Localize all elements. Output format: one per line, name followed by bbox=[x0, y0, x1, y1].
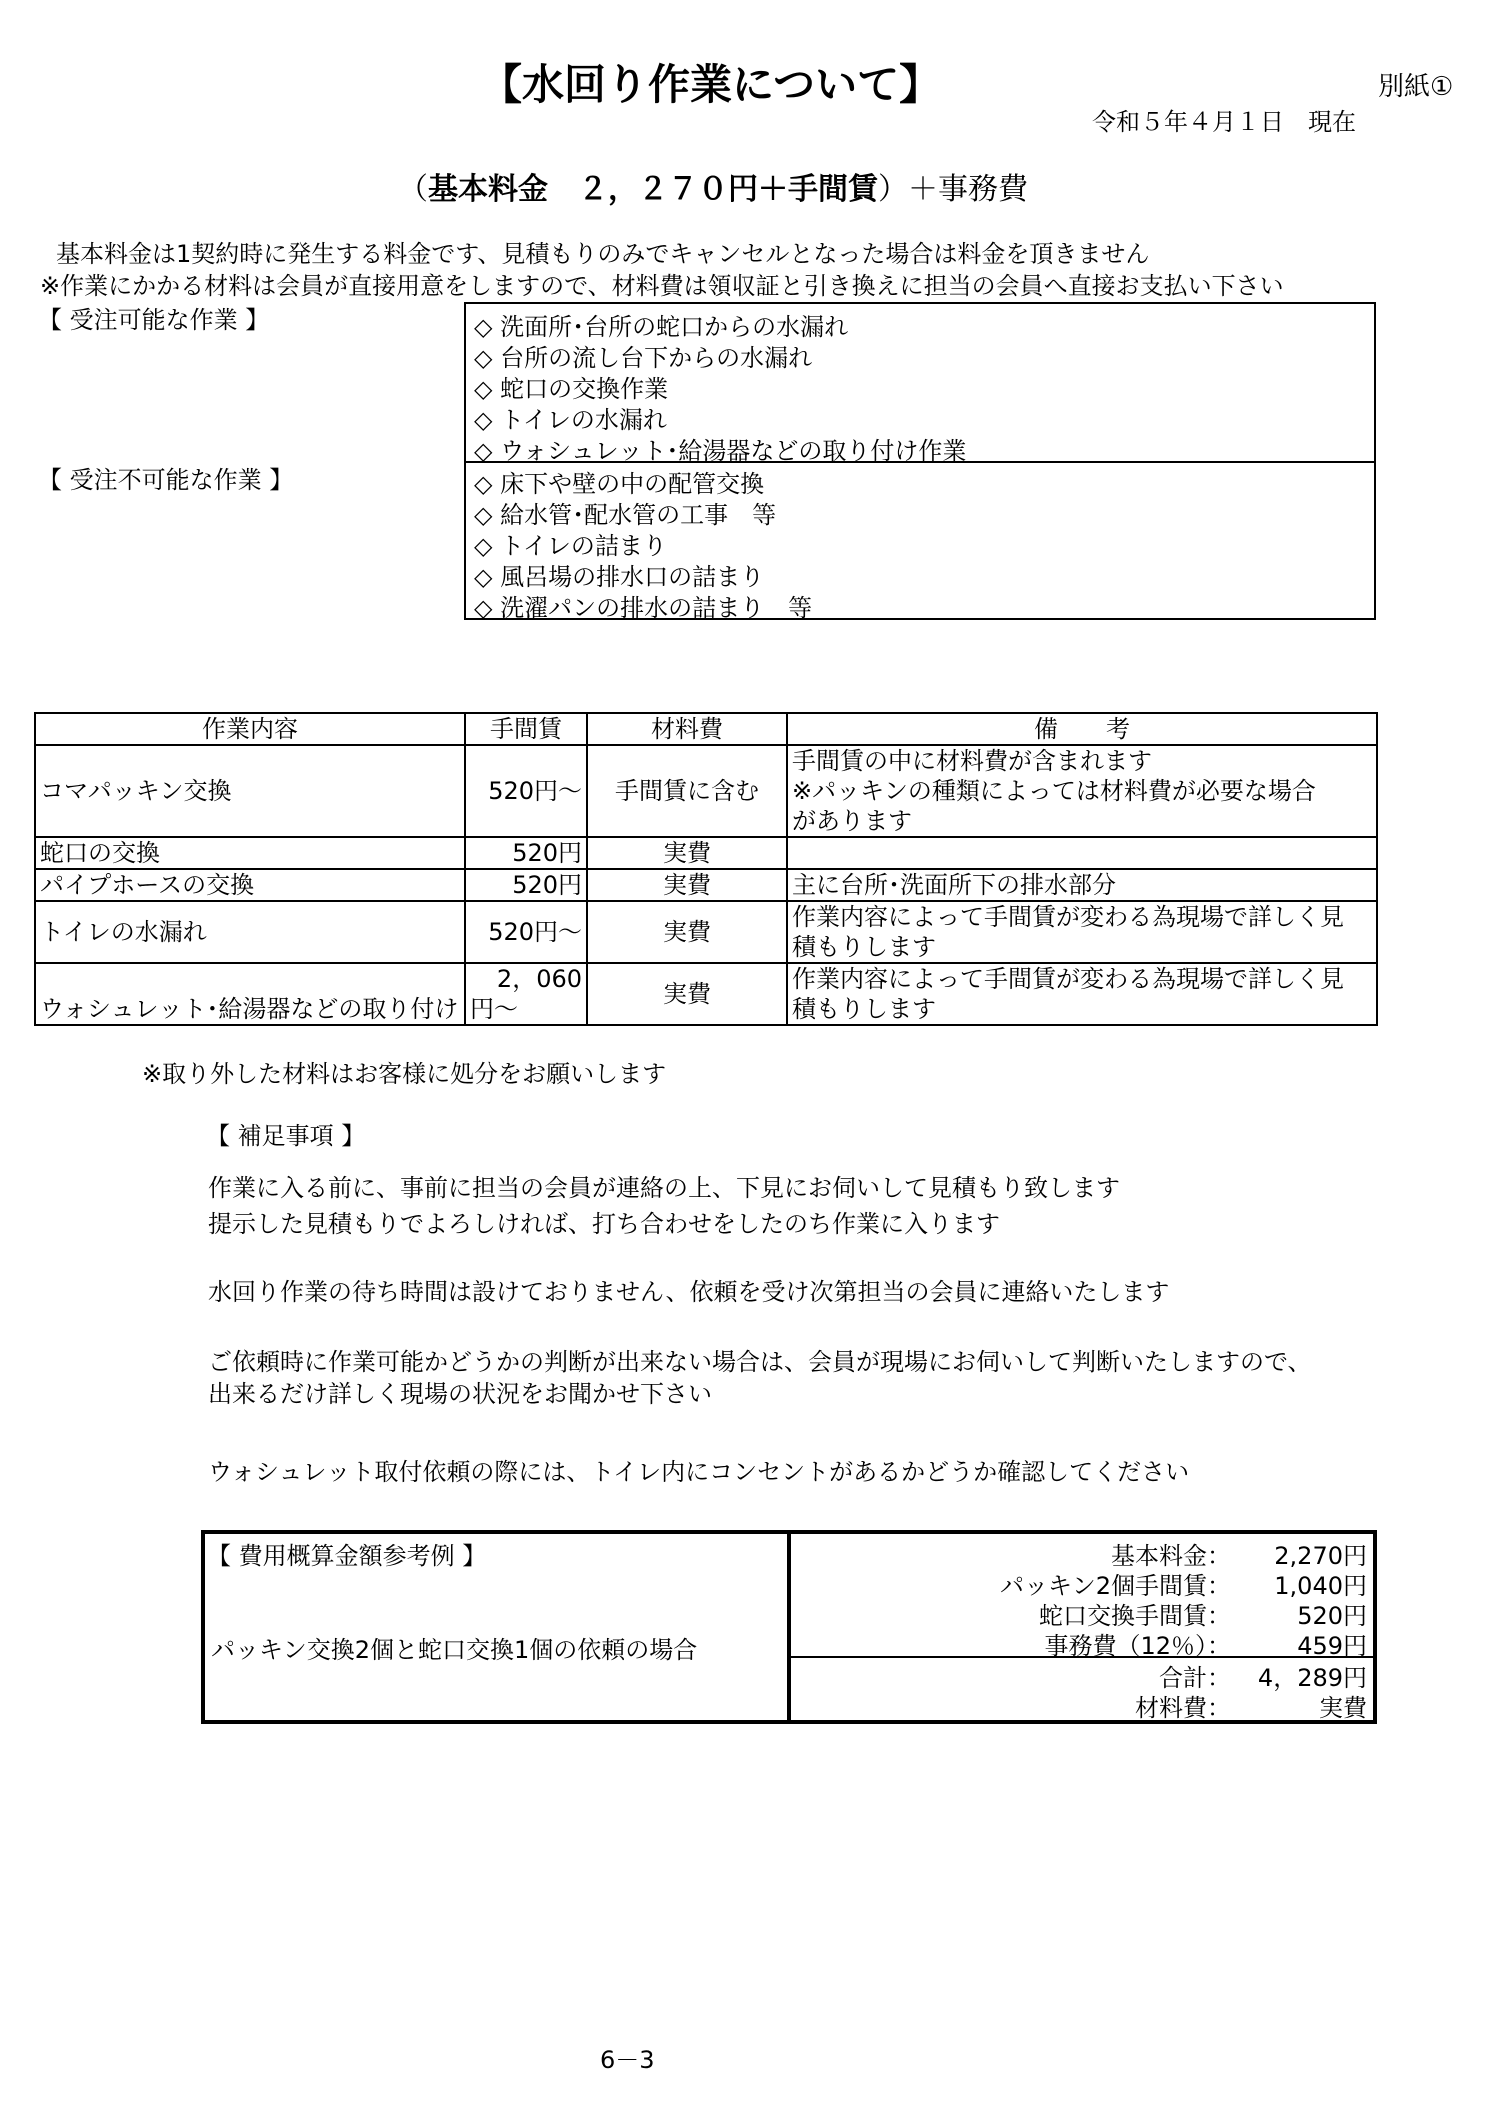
fee-cell bbox=[465, 963, 587, 1025]
page-title: 【水回り作業について】 bbox=[480, 60, 942, 109]
remarks-line: があります bbox=[792, 807, 912, 835]
cost-example-case: パッキン交換2個と蛇口交換1個の依頼の場合 bbox=[211, 1636, 698, 1664]
material-cell: 実費 bbox=[587, 869, 787, 901]
table-row bbox=[35, 963, 1377, 1025]
acceptable-work-label: 【 受注可能な作業 】 bbox=[38, 306, 270, 334]
remarks-line: ※パッキンの種類によっては材料費が必要な場合 bbox=[792, 777, 1316, 805]
cost-value: 2,270円 bbox=[1274, 1542, 1367, 1570]
cost-line-material bbox=[1135, 1688, 1367, 1723]
note-materials: ※作業にかかる材料は会員が直接用意をしますので、材料費は領収証と引き換えに担当の会員へ直接お支払い下さい bbox=[40, 272, 1284, 300]
remarks-cell: 主に台所･洗面所下の排水部分 bbox=[787, 869, 1377, 901]
header-remarks: 備 考 bbox=[787, 713, 1377, 745]
remarks-cell bbox=[787, 837, 1377, 869]
cost-total-value: 4，289円 bbox=[1257, 1664, 1367, 1692]
table-footnote: ※取り外した材料はお客様に処分をお願いします bbox=[142, 1060, 667, 1088]
acceptable-item: ◇ 洗面所･台所の蛇口からの水漏れ bbox=[474, 313, 849, 341]
supplement-heading: 【 補足事項 】 bbox=[206, 1122, 366, 1150]
acceptable-item: ◇ ウォシュレット･給湯器などの取り付け作業 bbox=[474, 437, 967, 465]
fee-line: 2，060 bbox=[496, 965, 582, 993]
material-cell: 手間賃に含む bbox=[587, 745, 787, 837]
box-divider bbox=[466, 461, 1374, 463]
cost-label: 蛇口交換手間賃： bbox=[1039, 1602, 1231, 1630]
cost-label: 合計： bbox=[1159, 1664, 1231, 1692]
attachment-reference: 別紙① bbox=[1378, 72, 1454, 102]
fee-cell: 520円 bbox=[465, 869, 587, 901]
unacceptable-item: ◇ 風呂場の排水口の詰まり bbox=[474, 563, 765, 591]
material-cell: 実費 bbox=[587, 901, 787, 963]
table-row bbox=[35, 869, 1377, 901]
table-row bbox=[35, 745, 1377, 837]
supplement-text: 作業に入る前に、事前に担当の会員が連絡の上、下見にお伺いして見積もり致します bbox=[208, 1174, 1120, 1202]
cost-label: 基本料金： bbox=[1111, 1542, 1231, 1570]
formula-office-fee: ）＋事務費 bbox=[878, 172, 1028, 207]
unacceptable-item: ◇ 洗濯パンの排水の詰まり 等 bbox=[474, 594, 813, 622]
fee-table bbox=[34, 712, 1378, 1026]
remarks-cell bbox=[787, 901, 1377, 963]
remarks-line: 作業内容によって手間賃が変わる為現場で詳しく見 bbox=[792, 965, 1344, 993]
cost-label: 事務費（12％）： bbox=[1044, 1632, 1231, 1660]
cost-example-box bbox=[201, 1530, 1377, 1724]
supplement-text: ウォシュレット取付依頼の際には、トイレ内にコンセントがあるかどうか確認してください bbox=[208, 1458, 1190, 1486]
cost-example-heading: 【 費用概算金額参考例 】 bbox=[207, 1542, 487, 1570]
supplement-text: 水回り作業の待ち時間は設けておりません、依頼を受け次第担当の会員に連絡いたします bbox=[208, 1278, 1170, 1306]
pricing-formula bbox=[398, 164, 1028, 208]
acceptable-item: ◇ 蛇口の交換作業 bbox=[474, 375, 669, 403]
unacceptable-work-label: 【 受注不可能な作業 】 bbox=[38, 466, 294, 494]
material-cell: 実費 bbox=[587, 837, 787, 869]
remarks-line: 手間賃の中に材料費が含まれます bbox=[792, 747, 1152, 775]
work-cell: ウォシュレット･給湯器などの取り付け bbox=[35, 963, 465, 1025]
cost-value: 1,040円 bbox=[1274, 1572, 1367, 1600]
supplement-text: 提示した見積もりでよろしければ、打ち合わせをしたのち作業に入ります bbox=[208, 1210, 1000, 1238]
supplement-text: ご依頼時に作業可能かどうかの判断が出来ない場合は、会員が現場にお伺いして判断いたしますので、 bbox=[208, 1348, 1312, 1376]
work-cell: トイレの水漏れ bbox=[35, 901, 465, 963]
remarks-cell bbox=[787, 963, 1377, 1025]
cost-label: 材料費： bbox=[1135, 1694, 1231, 1722]
effective-date: 令和５年４月１日 現在 bbox=[1092, 108, 1356, 136]
table-header-row bbox=[35, 713, 1377, 745]
fee-cell: 520円～ bbox=[465, 901, 587, 963]
work-cell: パイプホースの交換 bbox=[35, 869, 465, 901]
material-cell: 実費 bbox=[587, 963, 787, 1025]
remarks-line: 作業内容によって手間賃が変わる為現場で詳しく見 bbox=[792, 903, 1344, 931]
table-row bbox=[35, 901, 1377, 963]
remarks-cell bbox=[787, 745, 1377, 837]
header-work: 作業内容 bbox=[35, 713, 465, 745]
work-scope-box bbox=[464, 302, 1376, 620]
unacceptable-item: ◇ トイレの詰まり bbox=[474, 532, 667, 560]
fee-cell: 520円～ bbox=[465, 745, 587, 837]
formula-open-paren: （ bbox=[398, 172, 428, 207]
fee-cell: 520円 bbox=[465, 837, 587, 869]
cost-value: 520円 bbox=[1297, 1602, 1367, 1630]
acceptable-item: ◇ トイレの水漏れ bbox=[474, 406, 667, 434]
unacceptable-item: ◇ 床下や壁の中の配管交換 bbox=[474, 470, 765, 498]
work-cell: 蛇口の交換 bbox=[35, 837, 465, 869]
remarks-line: 積もりします bbox=[792, 995, 936, 1023]
cost-value: 実費 bbox=[1319, 1694, 1367, 1722]
table-row bbox=[35, 837, 1377, 869]
cost-example-breakdown bbox=[791, 1534, 1373, 1720]
remarks-line: 積もりします bbox=[792, 933, 936, 961]
header-fee: 手間賃 bbox=[465, 713, 587, 745]
acceptable-item: ◇ 台所の流し台下からの水漏れ bbox=[474, 344, 813, 372]
header-material: 材料費 bbox=[587, 713, 787, 745]
cost-example-left bbox=[205, 1534, 791, 1720]
page-number: 6－3 bbox=[600, 2046, 655, 2074]
cost-label: パッキン2個手間賃： bbox=[999, 1572, 1231, 1600]
work-cell: コマパッキン交換 bbox=[35, 745, 465, 837]
supplement-text: 出来るだけ詳しく現場の状況をお聞かせ下さい bbox=[208, 1380, 712, 1408]
cost-value: 459円 bbox=[1297, 1632, 1367, 1660]
formula-basic-fee: 基本料金 ２，２７０円＋手間賃 bbox=[428, 172, 878, 207]
fee-line: 円～ bbox=[470, 995, 518, 1023]
unacceptable-item: ◇ 給水管･配水管の工事 等 bbox=[474, 501, 777, 529]
note-basic-fee: 基本料金は1契約時に発生する料金です、見積もりのみでキャンセルとなった場合は料金を頂きません bbox=[56, 240, 1150, 268]
